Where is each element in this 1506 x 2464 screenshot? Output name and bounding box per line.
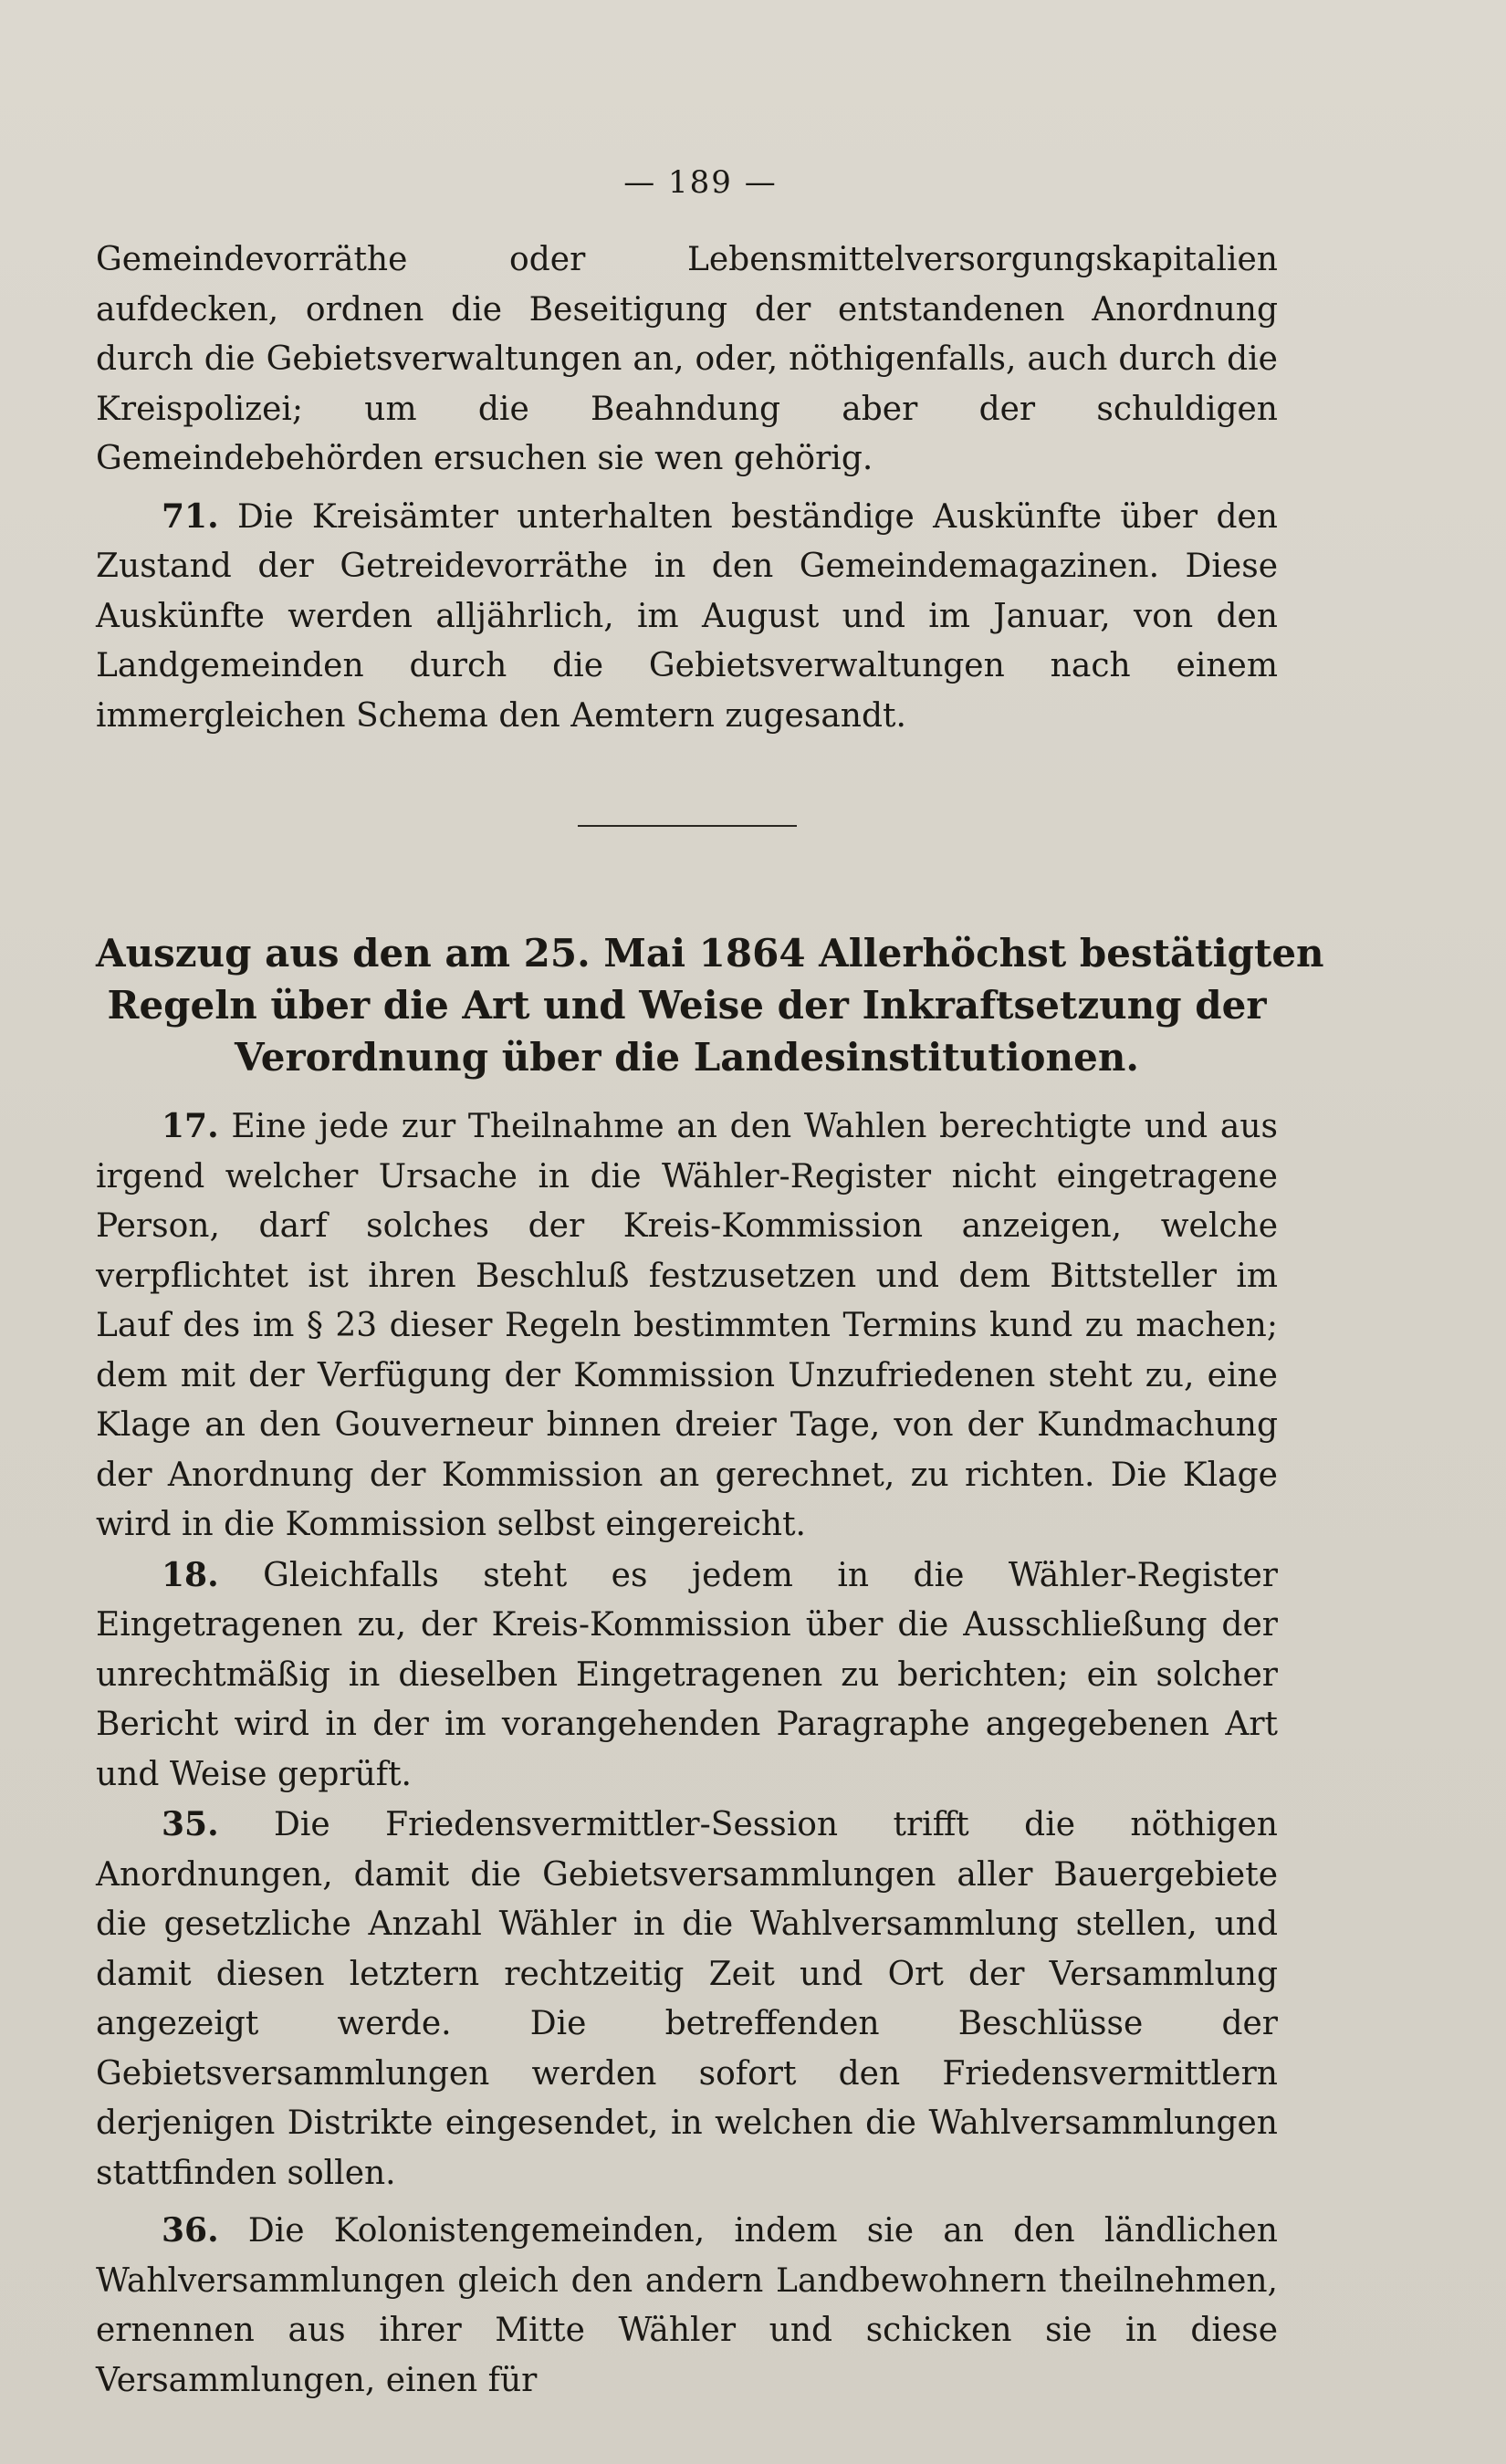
paragraph-text: Eine jede zur Theilnahme an den Wahlen berechtigte und aus irgend welcher Ursache in die Wähler-Register nicht eingetragene Person, darf solches der Kreis-Kommission anzeigen, welche verpflichtet ist ihren Beschluß festzusetzen und dem Bittsteller im Lauf des im § 23 dieser Regeln bestimmten Termins kund zu machen; dem mit der Verfügung der Kommission Unzufriedenen steht zu, eine Klage an den Gouverneur binnen dreier Tage, von der Kundmachung der Anordnung der Kommission an gerechnet, zu richten. Die Klage wird in die Kommission selbst eingereicht. [96, 1108, 1278, 1543]
paragraph-number: 17. [162, 1107, 219, 1145]
paragraph-text: Die Friedensvermittler-Session trifft die nöthigen Anordnungen, damit die Gebietsversammlungen aller Bauergebiete die gesetzliche Anzahl Wähler in die Wahlversammlung stellen, und damit diesen letztern rechtzeitig Zeit und Ort der Versammlung angezeigt werde. Die betreffenden Beschlüsse der Gebietsversammlungen werden sofort den Friedensvermittlern derjenigen Distrikte eingesendet, in welchen die Wahlversammlungen stattfinden sollen. [96, 1806, 1278, 2192]
paragraph-18 [96, 1550, 1278, 1801]
paragraph-text: Gleichfalls steht es jedem in die Wähler-Register Eingetragenen zu, der Kreis-Kommission über die Ausschließung der unrechtmäßig in dieselben Eingetragenen zu berichten; ein solcher Bericht wird in der im vorangehenden Paragraphe angegebenen Art und Weise geprüft. [96, 1556, 1278, 1793]
paragraph-continued [96, 235, 1278, 485]
paragraph-71 [96, 492, 1278, 742]
paragraph-35 [96, 1800, 1278, 2198]
paragraph-36 [96, 2206, 1278, 2406]
paragraph-text: Die Kreisämter unterhalten beständige Auskünfte über den Zustand der Getreidevorräthe in den Gemeindemagazinen. Diese Auskünfte werden alljährlich, im August und im Januar, von den Landgemeinden durch die Gebietsverwaltungen nach einem immergleichen Schema den Aemtern zugesandt. [96, 497, 1278, 735]
heading-line-1: Auszug aus den am 25. Mai 1864 Allerhöchst bestätigten [96, 931, 1324, 976]
paragraph-number: 18. [162, 1555, 219, 1594]
heading-line-2: Regeln über die Art und Weise der Inkraftsetzung der [107, 983, 1267, 1028]
section-heading [96, 927, 1324, 1083]
paragraph-number: 36. [162, 2211, 219, 2250]
paragraph-number: 35. [162, 1805, 219, 1843]
heading-line-3: Verordnung über die Landesinstitutionen. [235, 1035, 1139, 1080]
paragraph-17 [96, 1101, 1278, 1550]
section-divider [578, 825, 797, 827]
paragraph-text: Gemeindevorräthe oder Lebensmittelversorgungskapitalien aufdecken, ordnen die Beseitigung der entstandenen Anordnung durch die Gebietsverwaltungen an, oder, nöthigenfalls, auch durch die Kreispolizei; um die Beahndung aber der schuldigen Gemeindebehörden ersuchen sie wen gehörig. [96, 241, 1278, 477]
text-column [96, 164, 1324, 2406]
paragraph-number: 71. [162, 496, 219, 536]
paragraph-text: Die Kolonistengemeinden, indem sie an den ländlichen Wahlversammlungen gleich den andern Landbewohnern theilnehmen, ernennen aus ihrer Mitte Wähler und schicken sie in diese Versammlungen, einen für [96, 2212, 1278, 2399]
page-number: — 189 — [623, 164, 778, 201]
